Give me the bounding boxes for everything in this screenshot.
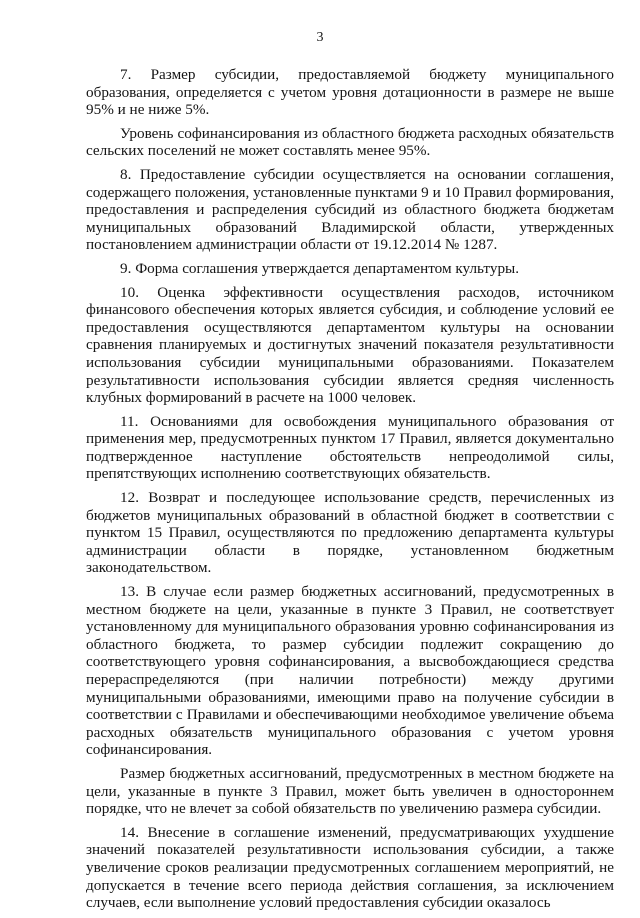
- paragraph-13: 13. В случае если размер бюджетных ассигнований, предусмотренных в местном бюджете на цели, указанные в пункте 3 Правил, не соответствует установленному для муниципального образования уровню софинансирования из областного бюджета, то размер субсидии подлежит сокращению до соответствующего уровня софинансирования, а высвобождающиеся средства перераспределяются (при наличии потребности) между другими муниципальными образованиями, имеющими право на получение субсидии в соответствии с Правилами и обеспечивающими необходимое увеличение объема расходных обязательств муниципального образования с учетом уровня софинансирования.: [86, 583, 614, 759]
- paragraph-12: 12. Возврат и последующее использование средств, перечисленных из бюджетов муниципальных образований в областной бюджет в соответствии с пунктом 15 Правил, осуществляются по предложению департамента культуры администрации области в порядке, установленном бюджетным законодательством.: [86, 489, 614, 577]
- paragraph-14: 14. Внесение в соглашение изменений, предусматривающих ухудшение значений показателей результативности использования субсидии, а также увеличение сроков реализации предусмотренных соглашением мероприятий, не допускается в течение всего периода действия соглашения, за исключением случаев, если выполнение условий предоставления субсидии оказалось: [86, 823, 614, 912]
- paragraph-8: 8. Предоставление субсидии осуществляется на основании соглашения, содержащего положения, установленные пунктами 9 и 10 Правил формирования, предоставления и распределения субсидий из областного бюджета бюджетам муниципальных образований Владимирской области, утвержденных постановлением администрации области от 19.12.2014 № 1287.: [86, 165, 614, 254]
- paragraph-11: 11. Основаниями для освобождения муниципального образования от применения мер, предусмотренных пунктом 17 Правил, является документально подтвержденное наступление обстоятельств непреодолимой силы, препятствующих исполнению соответствующих обязательств.: [86, 412, 614, 483]
- document-body: [86, 66, 614, 918]
- paragraph-9: 9. Форма соглашения утверждается департаментом культуры.: [120, 259, 520, 277]
- paragraph-7: 7. Размер субсидии, предоставляемой бюджету муниципального образования, определяется с учетом уровня дотационности в размере не выше 95% и не ниже 5%.: [86, 66, 614, 119]
- paragraph-cofinancing-level: Уровень софинансирования из областного бюджета расходных обязательств сельских поселений не может составлять менее 95%.: [86, 124, 614, 160]
- paragraph-10: 10. Оценка эффективности осуществления расходов, источником финансового обеспечения которых является субсидия, и соблюдение условий ее предоставления осуществляются департаментом культуры на основании сравнения планируемых и достигнутых значений показателя результативности использования субсидии муниципальными образованиями. Показателем результативности использования субсидии является средняя численность клубных формирований в расчете на 1000 человек.: [86, 283, 614, 407]
- paragraph-budget-increase: Размер бюджетных ассигнований, предусмотренных в местном бюджете на цели, указанные в пункте 3 Правил, может быть увеличен в одностороннем порядке, что не влечет за собой обязательств по увеличению размера субсидии.: [86, 764, 614, 818]
- page-number: 3: [316, 30, 324, 45]
